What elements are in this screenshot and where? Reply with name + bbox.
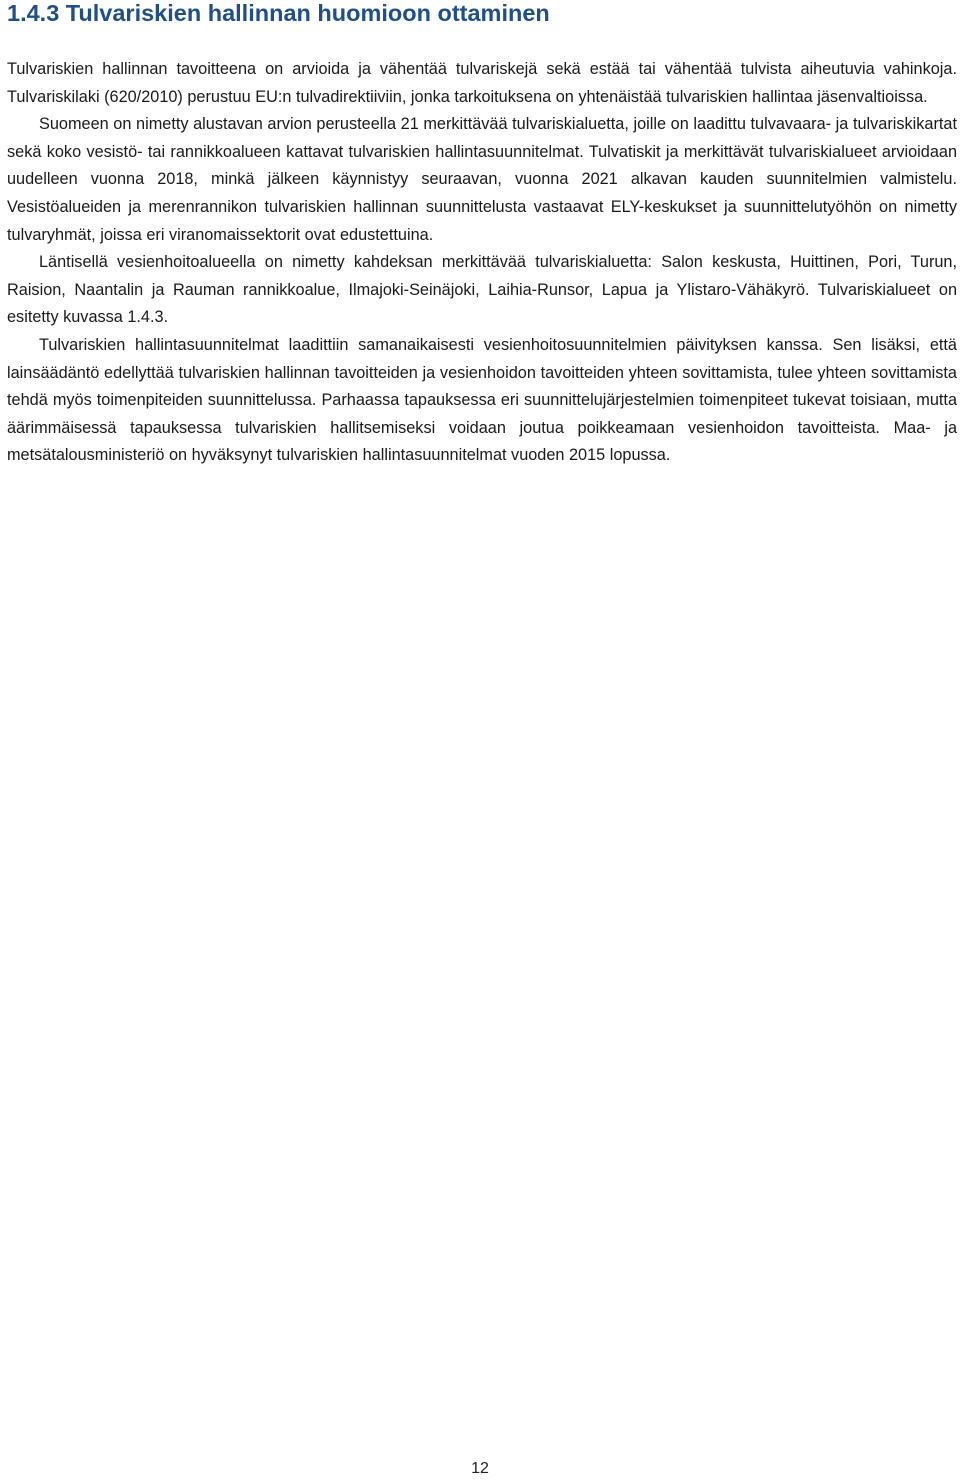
- paragraph-risk-areas: Suomeen on nimetty alustavan arvion perusteella 21 merkittävää tulvariskialuetta, joille on laadittu tulvavaara- ja tulvariskikartat sekä koko vesistö- tai rannikkoalueen kattavat tulvariskien hallintasuunnitelmat. Tulvatiskit ja merkittävät tulvariskialueet arvioidaan uudelleen vuonna 2018, minkä jälkeen käynnistyy seuraavan, vuonna 2021 alkavan kauden suunnitelmien valmistelu. Vesistöalueiden ja merenrannikon tulvariskien hallinnan suunnittelusta vastaavat ELY-keskukset ja suunnittelutyöhön on nimetty tulvaryhmät, joissa eri viranomaissektorit ovat edustettuina.: [7, 115, 957, 244]
- paragraph-western-region: Läntisellä vesienhoitoalueella on nimetty kahdeksan merkittävää tulvariskialuetta: Salon keskusta, Huittinen, Pori, Turun, Raision, Naantalin ja Rauman rannikkoalue, Ilmajoki-Seinäjoki, Laihia-Runsor, Lapua ja Ylistaro-Vähäkyrö. Tulvariskialueet on esitetty kuvassa 1.4.3.: [7, 253, 957, 327]
- paragraph-intro: Tulvariskien hallinnan tavoitteena on arvioida ja vähentää tulvariskejä sekä estää tai vähentää tulvista aiheutuvia vahinkoja. Tulvariskilaki (620/2010) perustuu EU:n tulvadirektiiviin, jonka tarkoituksena on yhtenäistää tulvariskien hallintaa jäsenvaltioissa.: [7, 60, 957, 106]
- section-heading: 1.4.3 Tulvariskien hallinnan huomioon ottaminen: [7, 0, 550, 26]
- paragraph-management-plans: Tulvariskien hallintasuunnitelmat laadittiin samanaikaisesti vesienhoitosuunnitelmien päivityksen kanssa. Sen lisäksi, että lainsäädäntö edellyttää tulvariskien hallinnan tavoitteiden ja vesienhoidon tavoitteiden yhteen sovittamista, tulee yhteen sovittamista tehdä myös toimenpiteiden suunnittelussa. Parhaassa tapauksessa eri suunnittelujärjestelmien toimenpiteet tukevat toisiaan, mutta äärimmäisessä tapauksessa tulvariskien hallitsemiseksi voidaan joutua poikkeamaan vesienhoidon tavoitteista. Maa- ja metsätalousministeriö on hyväksynyt tulvariskien hallintasuunnitelmat vuoden 2015 lopussa.: [7, 335, 957, 465]
- page-number: 12: [471, 1460, 489, 1477]
- body-text: [7, 56, 957, 470]
